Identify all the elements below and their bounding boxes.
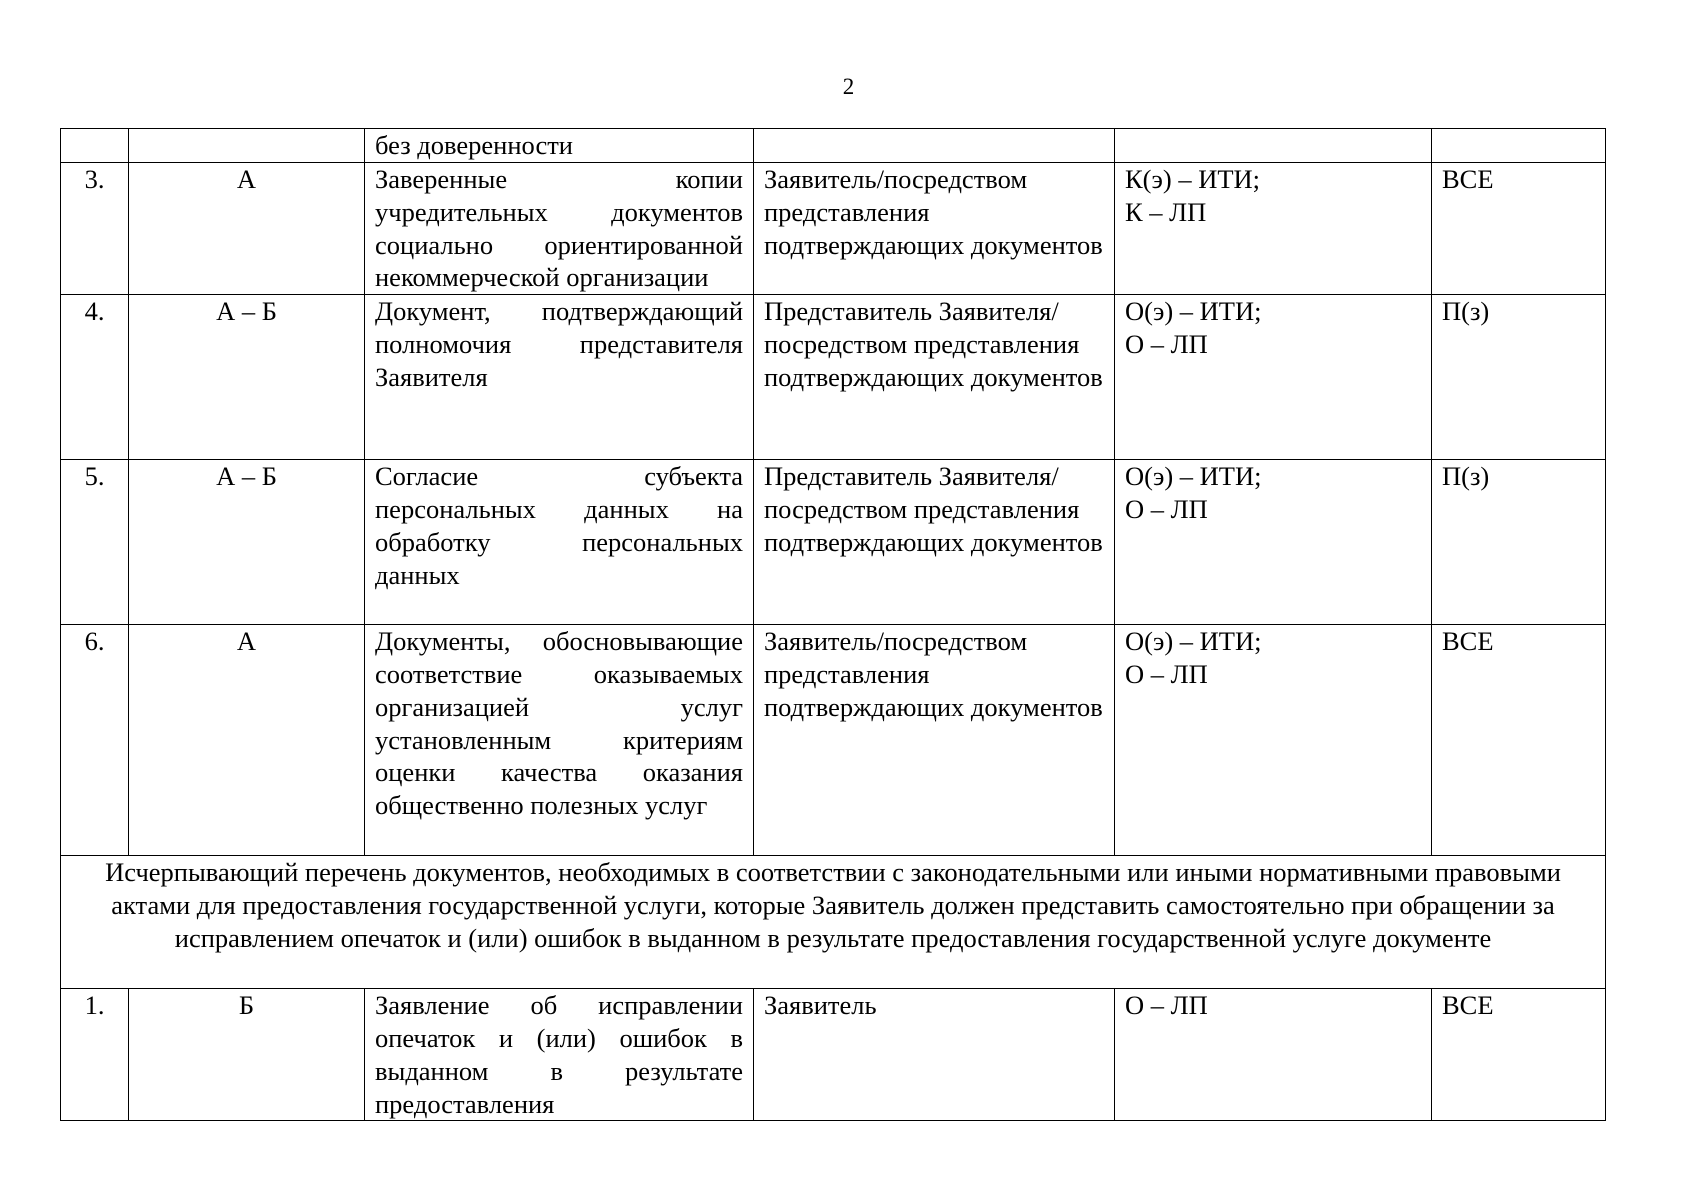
row-number: [61, 129, 129, 163]
row-document: без доверенности: [365, 129, 754, 163]
row-format: О – ЛП: [1115, 989, 1432, 1121]
section-header: Исчерпывающий перечень документов, необходимых в соответствии с законодательными или иными нормативными правовыми актами для предоставления государственной услуги, которые Заявитель должен представить самостоятельно при обращении за исправлением опечаток и (или) ошибок в выданном в результате предоставления государственной услуге документе: [61, 856, 1606, 989]
row-format: [1115, 129, 1432, 163]
row-format: О(э) – ИТИ; О – ЛП: [1115, 460, 1432, 625]
row-format: О(э) – ИТИ; О – ЛП: [1115, 295, 1432, 460]
row-document: Документ, подтверждающий полномочия представителя Заявителя: [365, 295, 754, 460]
page-number: 2: [842, 74, 855, 99]
row-category: А – Б: [129, 460, 365, 625]
row-submitter: [754, 129, 1115, 163]
table-row: [61, 163, 1606, 295]
row-applies: ВСЕ: [1432, 989, 1606, 1121]
row-category: А – Б: [129, 295, 365, 460]
row-format: К(э) – ИТИ; К – ЛП: [1115, 163, 1432, 295]
row-document: Согласие субъекта персональных данных на обработку персональных данных: [365, 460, 754, 625]
row-document: Документы, обосновывающие соответствие оказываемых организацией услуг установленным критериям оценки качества оказания общественно полезных услуг: [365, 625, 754, 856]
section-header-row: [61, 856, 1606, 989]
table-row: [61, 989, 1606, 1121]
row-number: 4.: [61, 295, 129, 460]
table-row: [61, 460, 1606, 625]
row-category: [129, 129, 365, 163]
row-submitter: Заявитель: [754, 989, 1115, 1121]
table-row: [61, 295, 1606, 460]
row-number: 1.: [61, 989, 129, 1121]
row-category: Б: [129, 989, 365, 1121]
table-row: [61, 625, 1606, 856]
row-document: Заверенные копии учредительных документов социально ориентированной некоммерческой организации: [365, 163, 754, 295]
row-category: А: [129, 625, 365, 856]
row-submitter: Представитель Заявителя/посредством представления подтверждающих документов: [754, 460, 1115, 625]
row-applies: ВСЕ: [1432, 163, 1606, 295]
row-submitter: Заявитель/посредством представления подтверждающих документов: [754, 625, 1115, 856]
documents-table: [60, 128, 1606, 1121]
row-category: А: [129, 163, 365, 295]
row-number: 5.: [61, 460, 129, 625]
row-document: Заявление об исправлении опечаток и (или) ошибок в выданном в результате предоставления: [365, 989, 754, 1121]
row-applies: П(з): [1432, 460, 1606, 625]
row-applies: ВСЕ: [1432, 625, 1606, 856]
row-number: 3.: [61, 163, 129, 295]
row-applies: [1432, 129, 1606, 163]
row-submitter: Представитель Заявителя/посредством представления подтверждающих документов: [754, 295, 1115, 460]
row-applies: П(з): [1432, 295, 1606, 460]
row-submitter: Заявитель/посредством представления подтверждающих документов: [754, 163, 1115, 295]
table-row: [61, 129, 1606, 163]
row-number: 6.: [61, 625, 129, 856]
row-format: О(э) – ИТИ; О – ЛП: [1115, 625, 1432, 856]
